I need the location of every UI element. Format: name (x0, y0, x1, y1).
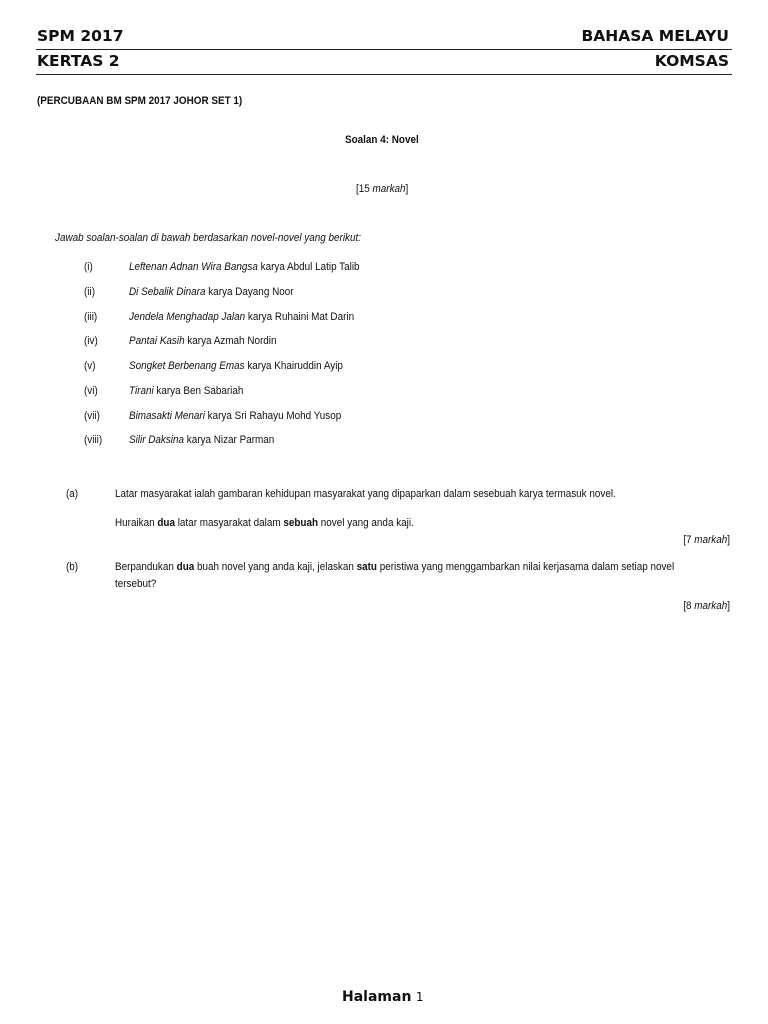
part-a-question: Huraikan dua latar masyarakat dalam sebuah novel yang anda kaji. (115, 517, 414, 529)
list-item-number: (vii) (84, 410, 100, 422)
page-label: Halaman (342, 989, 412, 1005)
part-a-label: (a) (66, 488, 79, 500)
header-rule (36, 49, 732, 50)
part-b-label: (b) (66, 561, 79, 573)
list-item: Jendela Menghadap Jalan karya Ruhaini Mat Darin (129, 311, 355, 323)
paper-number: KERTAS 2 (37, 52, 120, 70)
list-item: Bimasakti Menari karya Sri Rahayu Mohd Yusop (129, 410, 342, 422)
list-item: Pantai Kasih karya Azmah Nordin (129, 335, 277, 347)
subject-title: BAHASA MELAYU (581, 27, 729, 45)
part-b-question-line2: tersebut? (115, 578, 157, 590)
list-item-number: (iv) (84, 335, 98, 347)
part-a-statement: Latar masyarakat ialah gambaran kehidupan masyarakat yang dipaparkan dalam sesebuah karya termasuk novel. (115, 488, 616, 500)
list-item: Leftenan Adnan Wira Bangsa karya Abdul Latip Talib (129, 261, 360, 273)
exam-year: SPM 2017 (37, 27, 124, 45)
part-b-question: Berpandukan dua buah novel yang anda kaji, jelaskan satu peristiwa yang menggambarkan nilai kerjasama dalam setiap novel (115, 561, 675, 573)
list-item-number: (viii) (84, 434, 103, 446)
source-note: (PERCUBAAN BM SPM 2017 JOHOR SET 1) (37, 95, 243, 107)
page-number: 1 (415, 990, 424, 1004)
header-rule-bottom (36, 74, 732, 75)
list-item: Songket Berbenang Emas karya Khairuddin Ayip (129, 360, 343, 372)
component-label: KOMSAS (654, 52, 729, 70)
part-b-marks: [8 markah] (683, 600, 730, 612)
part-a-marks: [7 markah] (683, 534, 730, 546)
page-footer (342, 989, 424, 1005)
total-marks: [15 markah] (356, 183, 409, 195)
list-item: Silir Daksina karya Nizar Parman (129, 434, 275, 446)
list-item-number: (vi) (84, 385, 98, 397)
instruction-text: Jawab soalan-soalan di bawah berdasarkan novel-novel yang berikut: (55, 232, 361, 244)
list-item: Di Sebalik Dinara karya Dayang Noor (129, 286, 294, 298)
list-item-number: (i) (84, 261, 93, 273)
list-item-number: (ii) (84, 286, 95, 298)
question-title: Soalan 4: Novel (345, 134, 419, 146)
list-item-number: (iii) (84, 311, 98, 323)
list-item-number: (v) (84, 360, 96, 372)
list-item: Tirani karya Ben Sabariah (129, 385, 244, 397)
